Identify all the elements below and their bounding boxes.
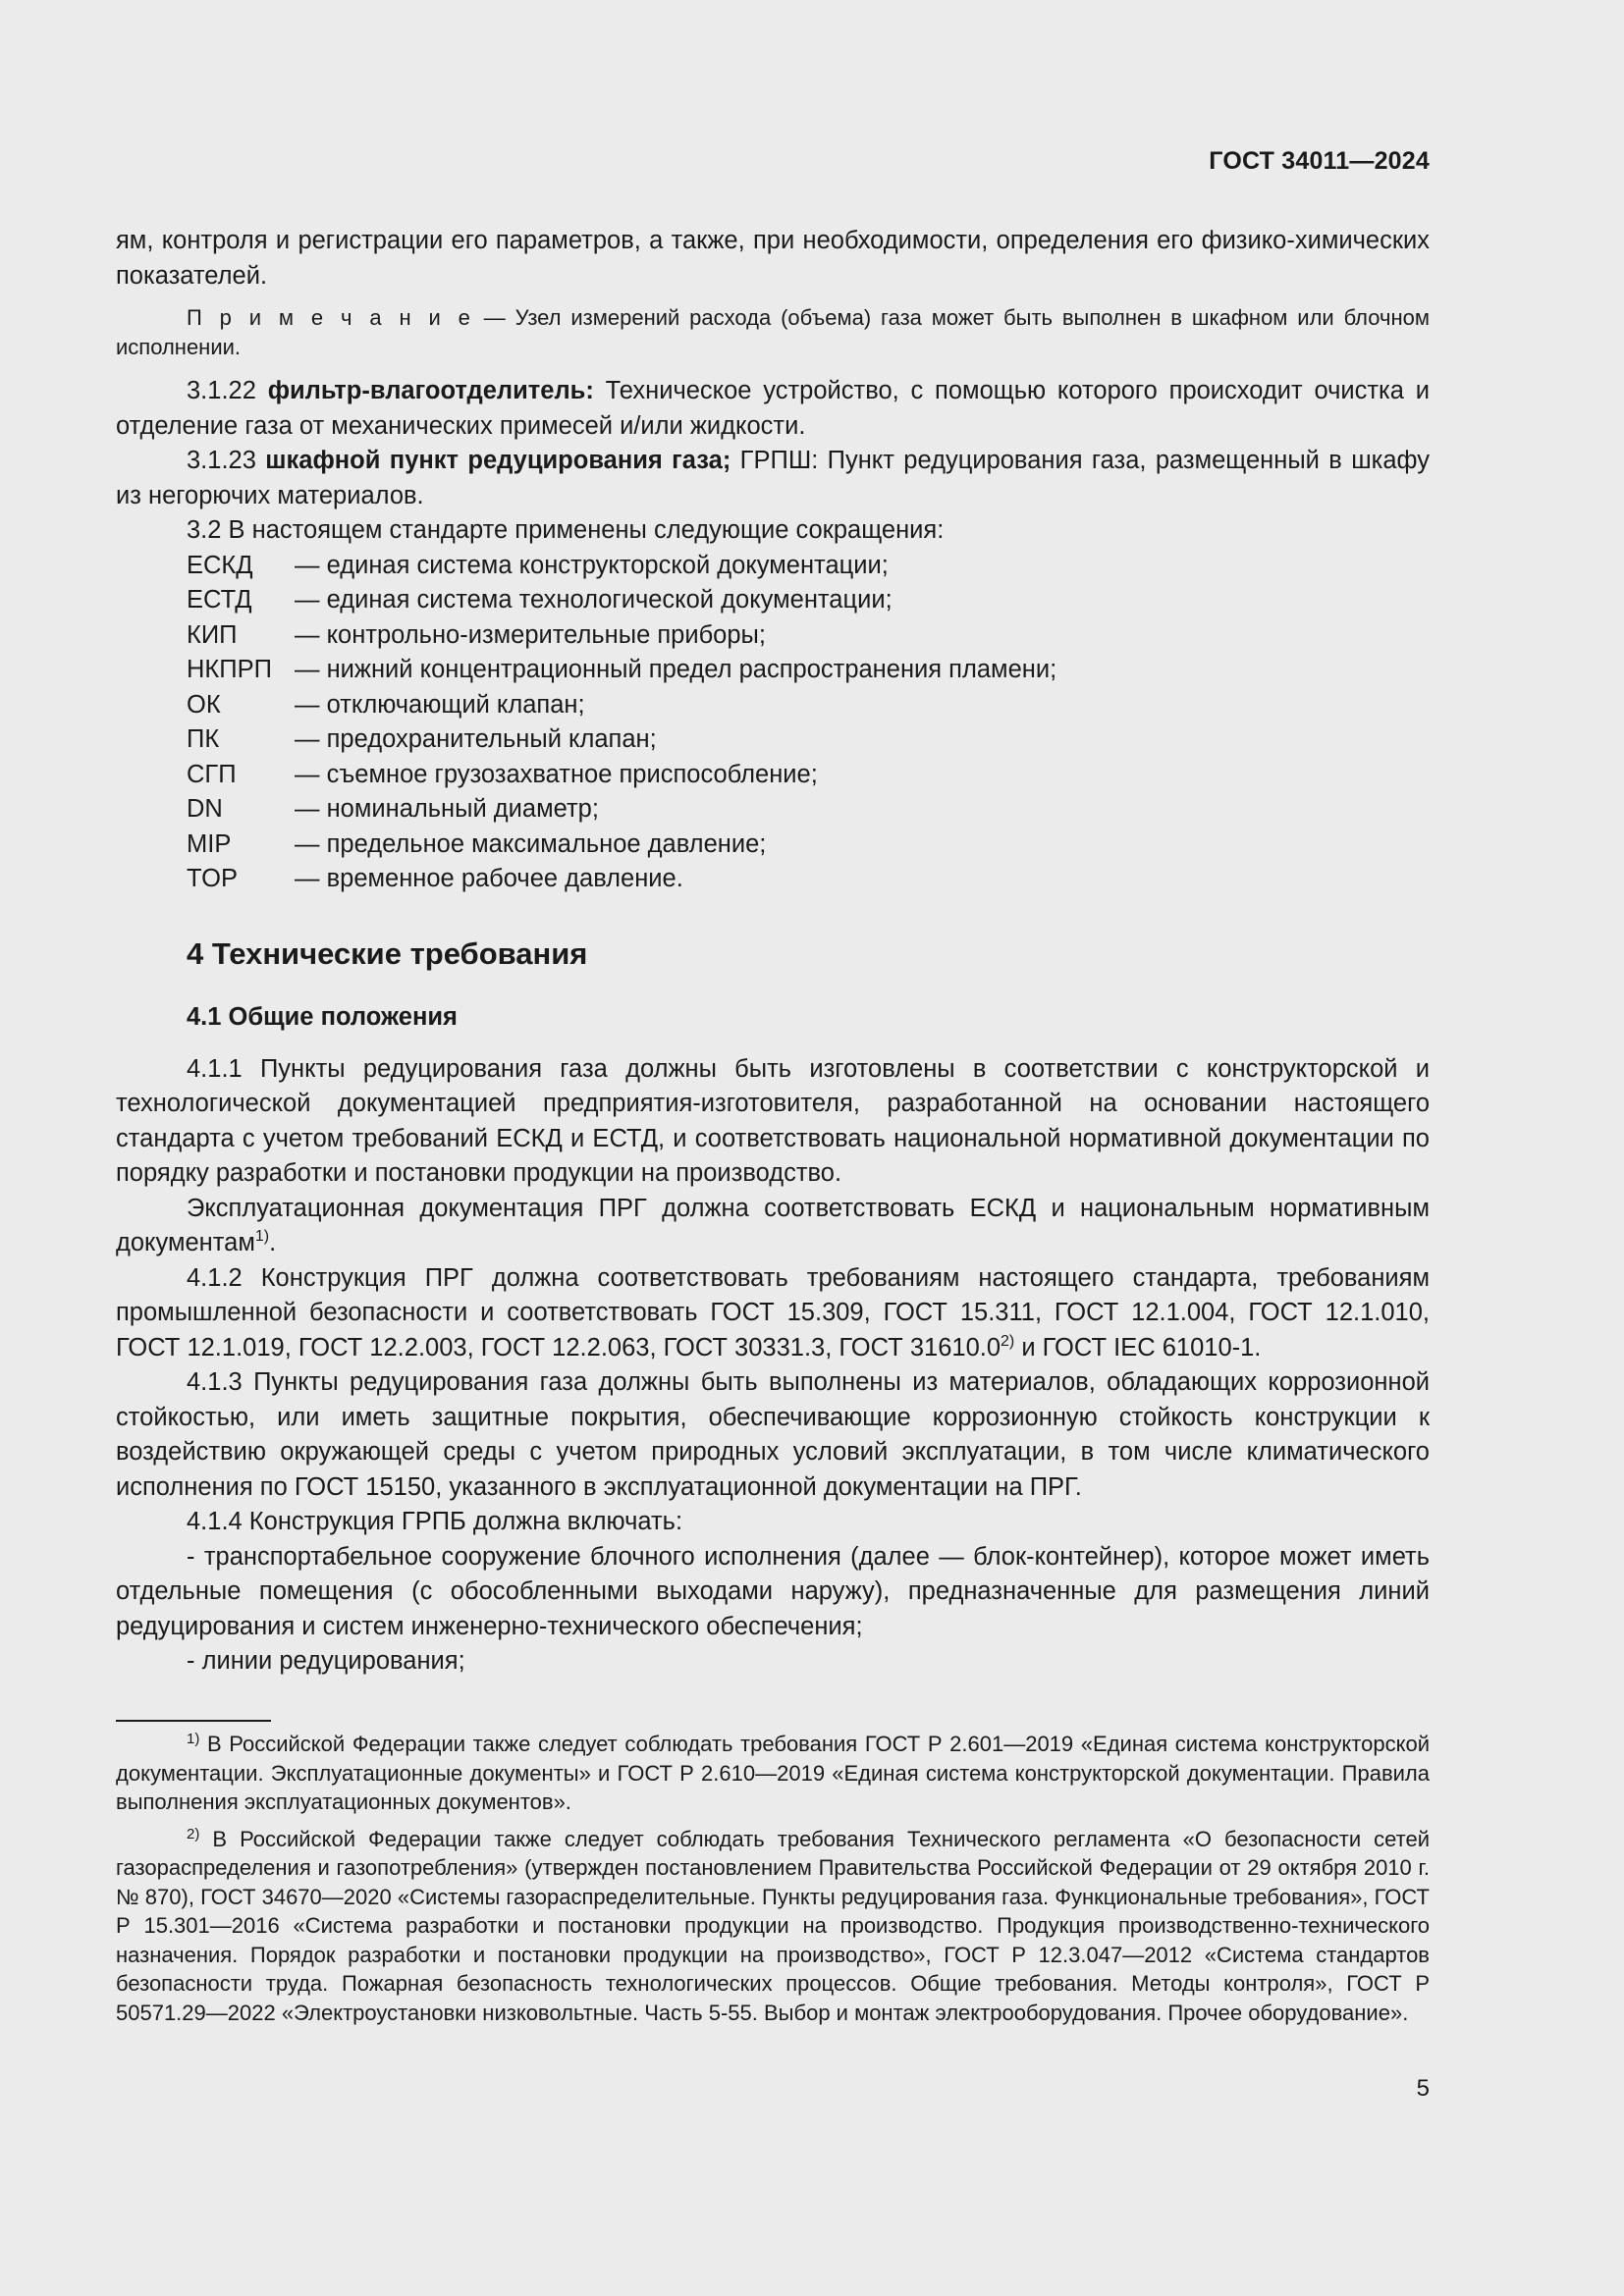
abbreviation-row bbox=[187, 828, 1430, 863]
subsection-title: 4.1 Общие положения bbox=[187, 1002, 458, 1031]
page-number: 5 bbox=[1416, 2075, 1430, 2102]
footnote-text: В Российской Федерации также следует соблюдать требования Технического регламента «О безопасности сетей газораспределения и газопотребления» (утвержден постановлением Правительства Российской Федерации от 29 октября 2010 г. № 870), ГОСТ 34670—2020 «Системы газораспределительные. Пункты редуцирования газа. Функциональные требования», ГОСТ Р 15.301—2016 «Система разработки и постановки продукции на производство. Продукция производственно-технического назначения. Порядок разработки и постановки продукции на производство», ГОСТ Р 12.3.047—2012 «Система стандартов безопасности труда. Пожарная безопасность технологических процессов. Общие требования. Методы контроля», ГОСТ Р 50571.29—2022 «Электроустановки низковольтные. Часть 5-55. Выбор и монтаж электрооборудования. Прочее оборудование». bbox=[116, 1826, 1430, 2025]
abbreviation-desc: — контрольно-измерительные приборы; bbox=[295, 620, 766, 649]
note-label: П р и м е ч а н и е bbox=[187, 305, 474, 330]
term-name: фильтр-влагоотделитель: bbox=[267, 377, 594, 404]
abbreviation-desc: — единая система технологической документации; bbox=[295, 586, 893, 614]
abbreviation-code: TOP bbox=[187, 865, 238, 892]
abbreviation-desc: — предохранительный клапан; bbox=[295, 725, 657, 753]
term-name: шкафной пункт редуцирования газа; bbox=[265, 447, 731, 474]
abbreviation-desc: — временное рабочее давление. bbox=[295, 865, 683, 892]
paragraph-4-1-4: 4.1.4 Конструкция ГРПБ должна включать: bbox=[187, 1508, 683, 1535]
paragraph-text: Эксплуатационная документация ПРГ должна соответствовать ЕСКД и национальным нормативным документам bbox=[116, 1194, 1430, 1256]
footnote-mark: 2) bbox=[187, 1825, 200, 1842]
document-page bbox=[116, 0, 1430, 2296]
abbreviation-desc: — съемное грузозахватное приспособление; bbox=[295, 760, 818, 788]
abbreviation-code: КИП bbox=[187, 620, 238, 649]
abbreviation-code: ЕСКД bbox=[187, 551, 253, 579]
abbreviation-row bbox=[187, 618, 1430, 654]
term-definition: ГРПШ: Пункт редуцирования газа, размещенный в шкафу из негорючих материалов. bbox=[116, 447, 1430, 509]
abbreviation-desc: — предельное максимальное давление; bbox=[295, 829, 767, 858]
term-definition: Техническое устройство, с помощью которого происходит очистка и отделение газа от механических примесей и/или жидкости. bbox=[116, 377, 1430, 440]
abbreviation-desc: — отключающий клапан; bbox=[295, 690, 585, 719]
paragraph-text-end: . bbox=[269, 1229, 277, 1256]
abbreviations-intro: 3.2 В настоящем стандарте применены следующие сокращения: bbox=[187, 516, 945, 544]
abbreviations-list bbox=[187, 549, 1430, 897]
abbreviation-desc: — номинальный диаметр; bbox=[295, 795, 599, 823]
abbreviation-code: ПК bbox=[187, 725, 220, 753]
note bbox=[116, 303, 1430, 362]
abbreviation-row bbox=[187, 792, 1430, 828]
footnote-mark: 1) bbox=[187, 1731, 200, 1747]
paragraph-exploitation-docs bbox=[116, 1192, 1430, 1261]
abbreviation-desc: — нижний концентрационный предел распространения пламени; bbox=[295, 656, 1057, 683]
document-header: ГОСТ 34011—2024 bbox=[1209, 147, 1430, 175]
abbreviation-code: НКПРП bbox=[187, 656, 272, 683]
abbreviation-row bbox=[187, 653, 1430, 688]
footnote-ref-2[interactable]: 2) bbox=[1001, 1332, 1015, 1350]
abbreviation-code: СГП bbox=[187, 760, 237, 788]
term-3-1-23 bbox=[116, 444, 1430, 513]
term-number: 3.1.23 bbox=[187, 447, 266, 474]
paragraph-4-1-3: 4.1.3 Пункты редуцирования газа должны быть выполнены из материалов, обладающих коррозионной стойкостью, или иметь защитные покрытия, обеспечивающие коррозионную стойкость конструкции к воздействию окружающей среды с учетом природных условий эксплуатации, в том числе климатического исполнения по ГОСТ 15150, указанного в эксплуатационной документации на ПРГ. bbox=[116, 1368, 1430, 1501]
term-number: 3.1.22 bbox=[187, 377, 268, 404]
abbreviation-row bbox=[187, 549, 1430, 584]
section-title: 4 Технические требования bbox=[187, 935, 588, 971]
paragraph-text-end: и ГОСТ IEC 61010-1. bbox=[1014, 1333, 1262, 1362]
paragraph-4-1-2 bbox=[116, 1261, 1430, 1366]
footnote-1 bbox=[116, 1730, 1430, 1817]
footnote-ref-1[interactable]: 1) bbox=[254, 1228, 270, 1245]
list-item: - транспортабельное сооружение блочного исполнения (далее — блок-контейнер), которое может иметь отдельные помещения (с обособленными выходами наружу), предназначенные для размещения линий редуцирования и систем инженерно-технического обеспечения; bbox=[116, 1542, 1430, 1640]
footnotes bbox=[116, 1720, 1430, 2035]
list-item: - линии редуцирования; bbox=[187, 1647, 465, 1675]
paragraph-4-1-1: 4.1.1 Пункты редуцирования газа должны быть изготовлены в соответствии с конструкторской и технологической документацией предприятия-изготовителя, разработанной на основании настоящего стандарта с учетом требований ЕСКД и ЕСТД, и соответствовать национальной нормативной документации по порядку разработки и постановки продукции на производство. bbox=[116, 1054, 1430, 1187]
abbreviation-code: DN bbox=[187, 795, 223, 823]
abbreviation-code: ЕСТД bbox=[187, 586, 252, 614]
abbreviation-code: ОК bbox=[187, 690, 221, 719]
abbreviation-row bbox=[187, 758, 1430, 793]
abbreviation-row bbox=[187, 688, 1430, 723]
abbreviation-code: MIP bbox=[187, 829, 232, 858]
abbreviation-desc: — единая система конструкторской документации; bbox=[295, 551, 889, 579]
footnote-divider bbox=[116, 1720, 271, 1722]
footnote-text: В Российской Федерации также следует соблюдать требования ГОСТ Р 2.601—2019 «Единая система конструкторской документации. Эксплуатационные документы» и ГОСТ Р 2.610—2019 «Единая система конструкторской документации. Правила выполнения эксплуатационных документов». bbox=[116, 1732, 1430, 1814]
abbreviation-row bbox=[187, 583, 1430, 618]
continuation-paragraph: ям, контроля и регистрации его параметров, а также, при необходимости, определения его физико-химических показателей. bbox=[116, 227, 1430, 290]
footnote-2 bbox=[116, 1825, 1430, 2028]
abbreviation-row bbox=[187, 862, 1430, 897]
term-3-1-22 bbox=[116, 374, 1430, 444]
document-body bbox=[116, 224, 1430, 1680]
paragraph-text: 4.1.2 Конструкция ПРГ должна соответствовать требованиям настоящего стандарта, требованиям промышленной безопасности и соответствовать ГОСТ 15.309, ГОСТ 15.311, ГОСТ 12.1.004, ГОСТ 12.1.010, ГОСТ 12.1.019, ГОСТ 12.2.003, ГОСТ 12.2.063, ГОСТ 30331.3, ГОСТ 31610.0 bbox=[116, 1263, 1430, 1362]
abbreviation-row bbox=[187, 722, 1430, 758]
note-text: — Узел измерений расхода (объема) газа может быть выполнен в шкафном или блочном исполнении. bbox=[116, 305, 1430, 359]
